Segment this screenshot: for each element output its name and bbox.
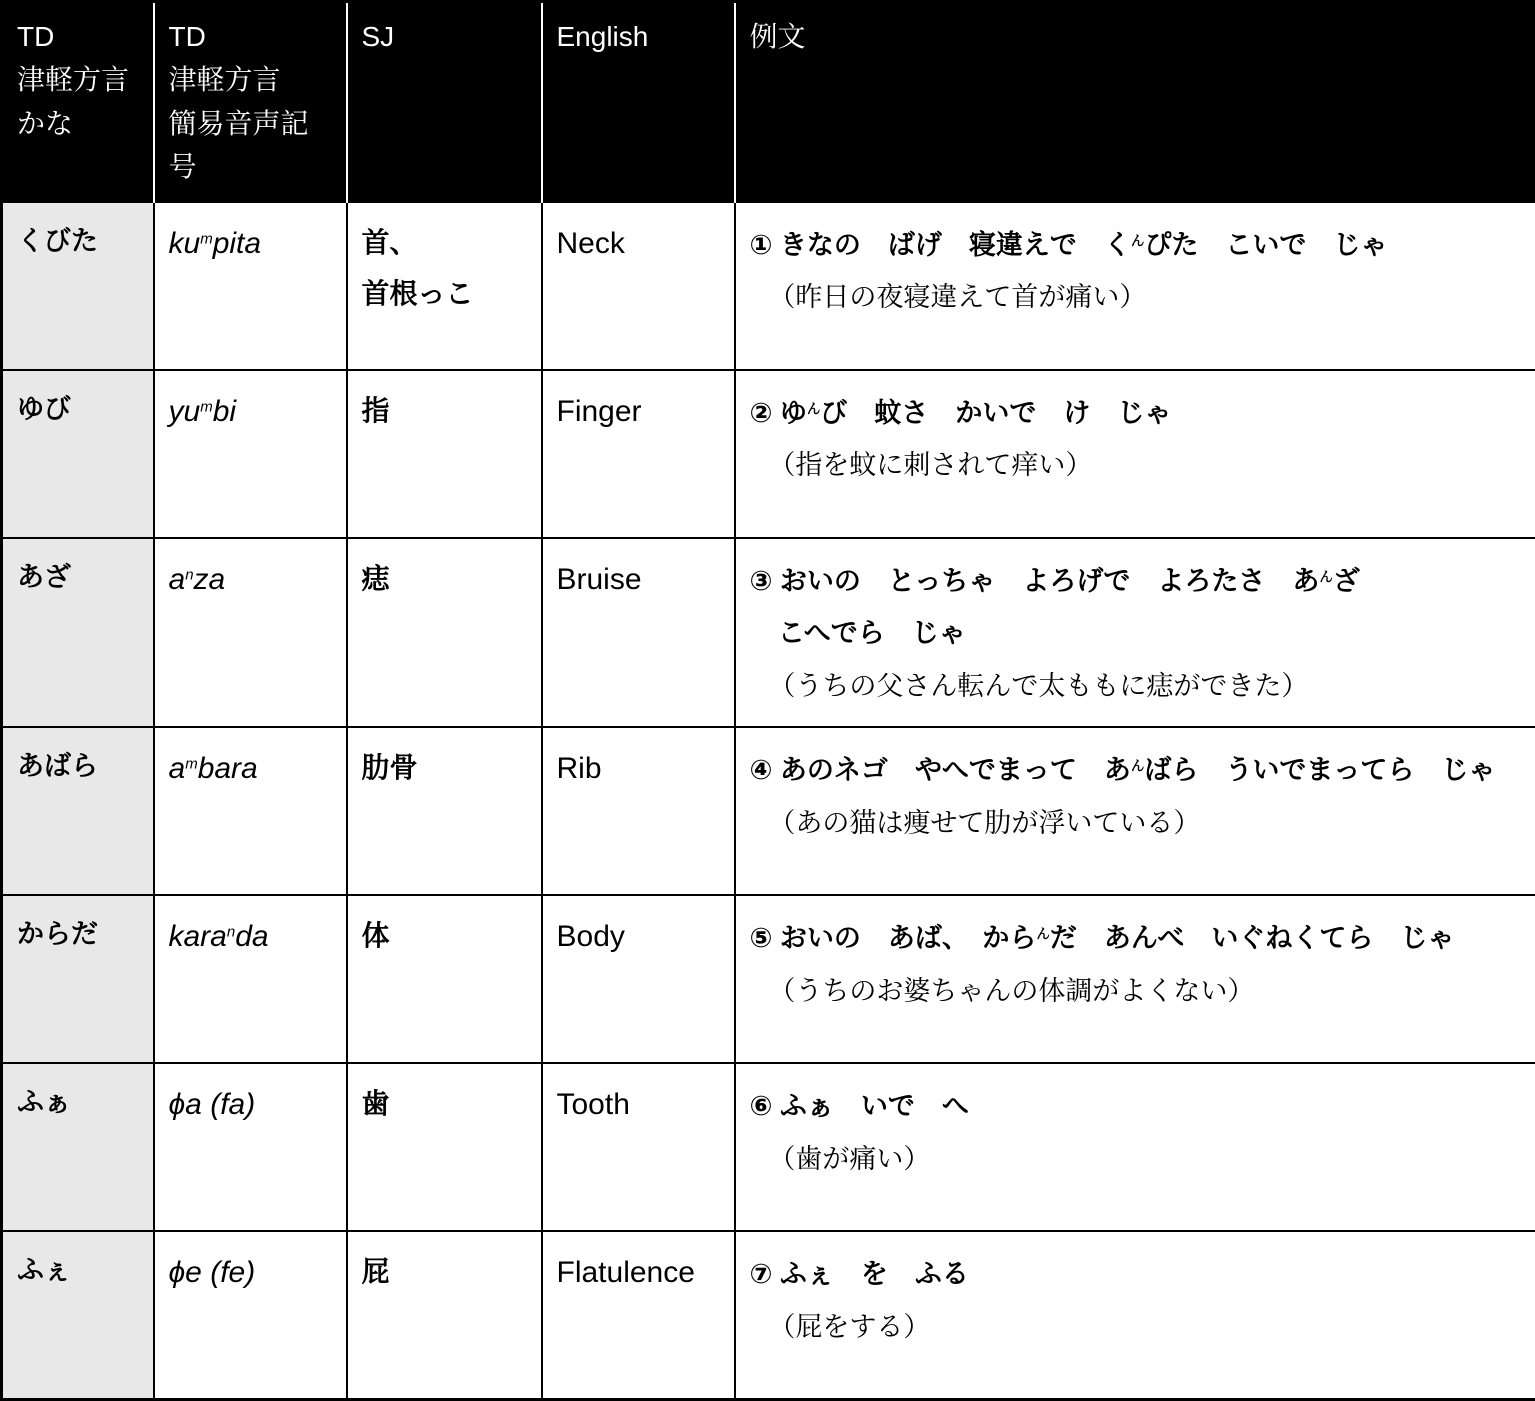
standard-japanese-cell [347,895,542,1063]
standard-japanese-line: 体 [362,910,527,962]
english-cell: Bruise [542,538,735,728]
column-header-line: English [557,15,720,58]
english-cell: Flatulence [542,1231,735,1399]
table-row [2,202,1535,370]
table-row [2,1231,1535,1399]
phonetic-cell: $ku^mpita$ [154,202,347,370]
english-cell: Neck [542,202,735,370]
example-translation-line: （うちの父さん転んで太ももに痣ができた） [750,660,1522,713]
example-translation-line: （指を蚊に刺されて痒い） [750,439,1522,492]
example-dialect-line: ⑥ ふぁ いで へ [750,1080,1522,1133]
kana-cell: あざ [2,538,154,728]
example-sentence-cell [735,1063,1535,1231]
column-header-line: 津軽方言 [17,58,139,101]
example-sentence-cell [735,727,1535,895]
superscript-char: m [185,756,198,773]
superscript-char: ん [807,401,821,416]
header-row [2,2,1535,202]
superscript-char: n [185,566,193,583]
kana-cell: ゆび [2,370,154,538]
example-translation-line: （昨日の夜寝違えて首が痛い） [750,271,1522,324]
standard-japanese-line: 痣 [362,553,527,605]
table-header [2,2,1535,202]
column-header-line: 簡易音声記号 [169,102,332,189]
example-sentence-cell [735,1231,1535,1399]
example-translation-line: （うちのお婆ちゃんの体調がよくない） [750,965,1522,1018]
english-cell: Body [542,895,735,1063]
column-header-5 [735,2,1535,202]
example-translation-line: （あの猫は痩せて肋が浮いている） [750,797,1522,850]
phonetic-cell: $yu^mbi$ [154,370,347,538]
table-row [2,895,1535,1063]
standard-japanese-cell [347,727,542,895]
superscript-char: n [227,924,235,941]
standard-japanese-cell [347,202,542,370]
standard-japanese-line: 首、 [362,217,527,269]
column-header-2 [154,2,347,202]
phonetic-cell: $a^nza$ [154,538,347,728]
phonetic-cell: ɸe (fe) [154,1231,347,1399]
standard-japanese-cell [347,370,542,538]
example-dialect-line: ⑦ ふぇ を ふる [750,1248,1522,1301]
example-translation-line: （歯が痛い） [750,1133,1522,1186]
standard-japanese-cell [347,1063,542,1231]
example-dialect-line: こへでら じゃ [750,607,1522,660]
kana-cell: からだ [2,895,154,1063]
column-header-4 [542,2,735,202]
standard-japanese-cell [347,1231,542,1399]
column-header-line: SJ [362,15,527,58]
column-header-line: 例文 [750,15,1522,58]
superscript-char: ん [1131,759,1145,774]
superscript-char: ん [1319,569,1333,584]
english-cell: Rib [542,727,735,895]
example-dialect-line: ② ゆ$^ん$び 蚊さ かいで け じゃ [750,387,1522,440]
kana-cell: ふぁ [2,1063,154,1231]
example-translation-line: （屁をする） [750,1301,1522,1354]
superscript-char: m [200,398,213,415]
kana-cell: くびた [2,202,154,370]
column-header-line: かな [17,102,139,145]
column-header-line: TD [17,15,139,58]
example-dialect-line: ③ おいの とっちゃ よろげで よろたさ あ$^ん$ざ [750,555,1522,608]
standard-japanese-line: 首根っこ [362,268,527,320]
standard-japanese-line: 屁 [362,1246,527,1298]
standard-japanese-line: 肋骨 [362,742,527,794]
table-row [2,727,1535,895]
table-row [2,1063,1535,1231]
superscript-char: ん [1036,927,1050,942]
standard-japanese-line: 指 [362,385,527,437]
phonetic-cell: $a^mbara$ [154,727,347,895]
table-row [2,538,1535,728]
column-header-line: TD [169,15,332,58]
standard-japanese-line: 歯 [362,1078,527,1130]
english-cell: Tooth [542,1063,735,1231]
example-sentence-cell [735,538,1535,728]
example-sentence-cell [735,370,1535,538]
phonetic-cell: ɸa (fa) [154,1063,347,1231]
phonetic-cell: kara$^n$da [154,895,347,1063]
standard-japanese-cell [347,538,542,728]
example-dialect-line: ① きなの ばげ 寝違えで く$^ん$ぴた こいで じゃ [750,219,1522,272]
example-dialect-line: ④ あのネゴ やへでまって あ$^ん$ばら ういでまってら じゃ [750,744,1522,797]
column-header-1 [2,2,154,202]
column-header-3 [347,2,542,202]
table-body [2,202,1535,1400]
kana-cell: ふぇ [2,1231,154,1399]
example-dialect-line: ⑤ おいの あば、 から$^ん$だ あんべ いぐねくてら じゃ [750,912,1522,965]
column-header-line: 津軽方言 [169,58,332,101]
superscript-char: ん [1131,233,1145,248]
kana-cell: あばら [2,727,154,895]
english-cell: Finger [542,370,735,538]
example-sentence-cell [735,202,1535,370]
example-sentence-cell [735,895,1535,1063]
superscript-char: m [200,230,213,247]
table-row [2,370,1535,538]
